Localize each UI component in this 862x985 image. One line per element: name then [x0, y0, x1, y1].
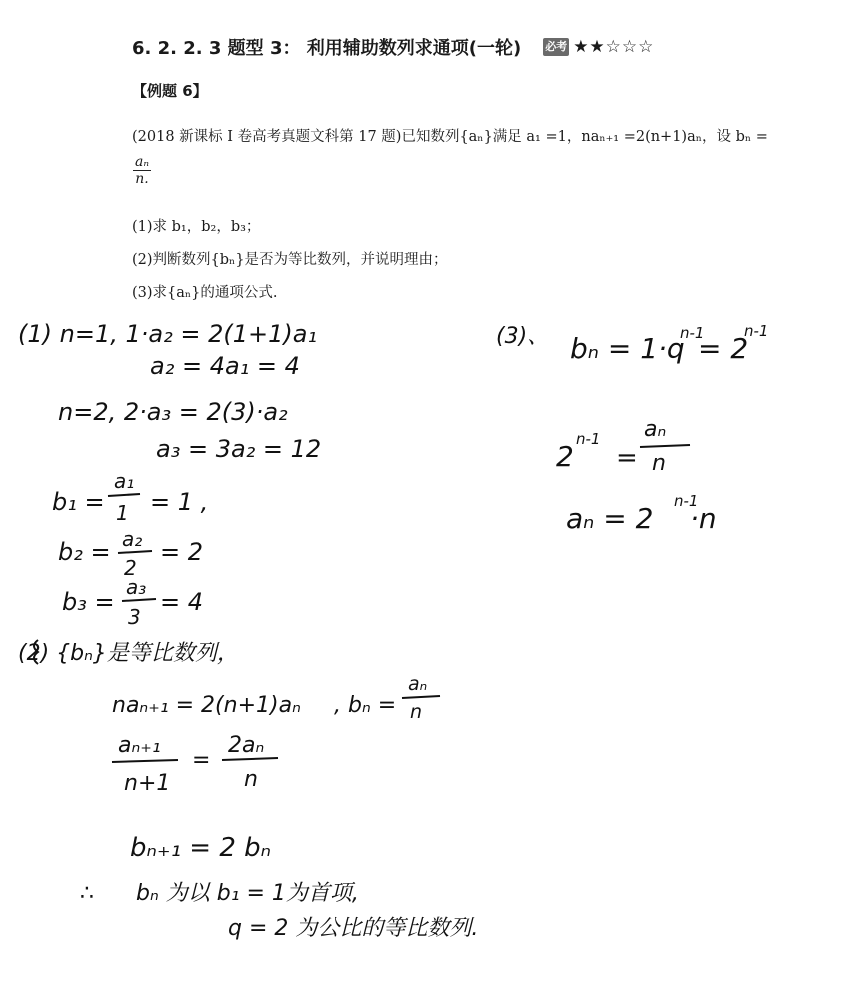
hw-part1-line1: (1) n=1, 1·a₂ = 2(1+1)a₁: [18, 320, 318, 348]
hw-b1-denominator: 1: [116, 501, 129, 525]
hw-conclusion-2: q = 2 为公比的等比数列.: [228, 916, 479, 941]
question-3: (3)求{aₙ}的通项公式.: [132, 285, 278, 301]
hw-bn-numerator: aₙ: [408, 673, 428, 695]
hw-part3-line1-exponent: n-1: [680, 324, 705, 342]
hw-part3-line2-denominator: n: [652, 451, 666, 476]
hw-part1-line2: a₂ = 4a₁ = 4: [150, 352, 300, 380]
hw-ratio-numerator: aₙ₊₁: [118, 733, 161, 758]
problem-fraction-numerator: aₙ: [135, 154, 150, 170]
hw-b2-denominator: 2: [124, 556, 137, 580]
hw-b1-numerator: a₁: [114, 469, 135, 493]
hw-conclusion-1: bₙ 为以 b₁ = 1为首项,: [136, 881, 359, 906]
difficulty-stars: ★★☆☆☆: [573, 37, 655, 57]
hw-bn-denominator: n: [410, 701, 423, 723]
problem-intro: (2018 新课标 I 卷高考真题文科第 17 题)已知数列{aₙ}满足 a₁ =1，naₙ₊₁ =2(n+1)aₙ，设 bₙ =: [132, 129, 768, 145]
hw-part3-heading: (3)、: [496, 324, 550, 349]
hw-b2-value: = 2: [160, 538, 204, 566]
hw-part1-line4: a₃ = 3a₂ = 12: [156, 435, 322, 463]
hw-part3-line3: aₙ = 2: [566, 502, 654, 535]
hw-part3-line2-equals: =: [616, 443, 638, 473]
hw-part3-fraction-bar: [640, 445, 690, 447]
hw-ratio-fraction-bar: [112, 760, 178, 762]
example-label: 【例题 6】: [132, 82, 208, 100]
must-test-badge: 必考: [543, 38, 569, 56]
hw-therefore-sign: ∴: [80, 881, 94, 906]
hw-bn-fraction-bar: [402, 696, 440, 698]
question-1: (1)求 b₁，b₂，b₃；: [132, 219, 261, 235]
hw-recurrence: naₙ₊₁ = 2(n+1)aₙ: [112, 693, 301, 718]
hw-b3-fraction-bar: [122, 599, 156, 601]
hw-part3-line1-rhs: = 2: [698, 332, 749, 365]
hw-part3-line1-rhs-exponent: n-1: [744, 322, 769, 340]
hw-ratio-denominator-2: n: [244, 767, 258, 792]
hw-ratio-fraction-bar-2: [222, 758, 278, 760]
question-2: (2)判断数列{bₙ}是否为等比数列，并说明理由；: [132, 252, 448, 268]
hw-b3-value: = 4: [160, 588, 204, 616]
hw-part2-heading: (2) {bₙ}是等比数列，: [18, 641, 239, 666]
hw-ratio-denominator: n+1: [124, 771, 171, 796]
hw-b1-fraction-bar: [108, 494, 140, 496]
hw-part3-line3-exponent: n-1: [674, 492, 699, 510]
hw-b2-fraction-bar: [118, 551, 152, 553]
problem-fraction-denominator: n.: [135, 171, 149, 187]
hw-b3-label: b₃ =: [62, 588, 115, 616]
hw-part3-line1: bₙ = 1·q: [570, 332, 685, 365]
hw-b1-label: b₁ =: [52, 488, 105, 516]
hw-b2-numerator: a₂: [122, 527, 143, 551]
hw-part3-line3-tail: ·n: [690, 502, 717, 535]
hw-part3-line2-exponent: n-1: [576, 430, 601, 448]
hw-bn-definition: , bₙ =: [334, 693, 397, 718]
hw-bn-plus-1: bₙ₊₁ = 2 bₙ: [130, 833, 272, 863]
hw-part1-line3: n=2, 2·a₃ = 2(3)·a₂: [58, 398, 288, 426]
hw-part3-line2-base: 2: [556, 440, 574, 473]
hw-b1-value: = 1 ,: [150, 488, 209, 516]
hw-ratio-numerator-2: 2aₙ: [228, 733, 265, 758]
hw-ratio-equals: =: [192, 748, 211, 773]
hw-b3-denominator: 3: [128, 605, 141, 629]
hw-b3-numerator: a₃: [126, 575, 147, 599]
section-title-text: 6. 2. 2. 3 题型 3： 利用辅助数列求通项(一轮): [132, 38, 522, 59]
hw-b2-label: b₂ =: [58, 538, 111, 566]
hw-part3-line2-numerator: aₙ: [644, 417, 667, 442]
